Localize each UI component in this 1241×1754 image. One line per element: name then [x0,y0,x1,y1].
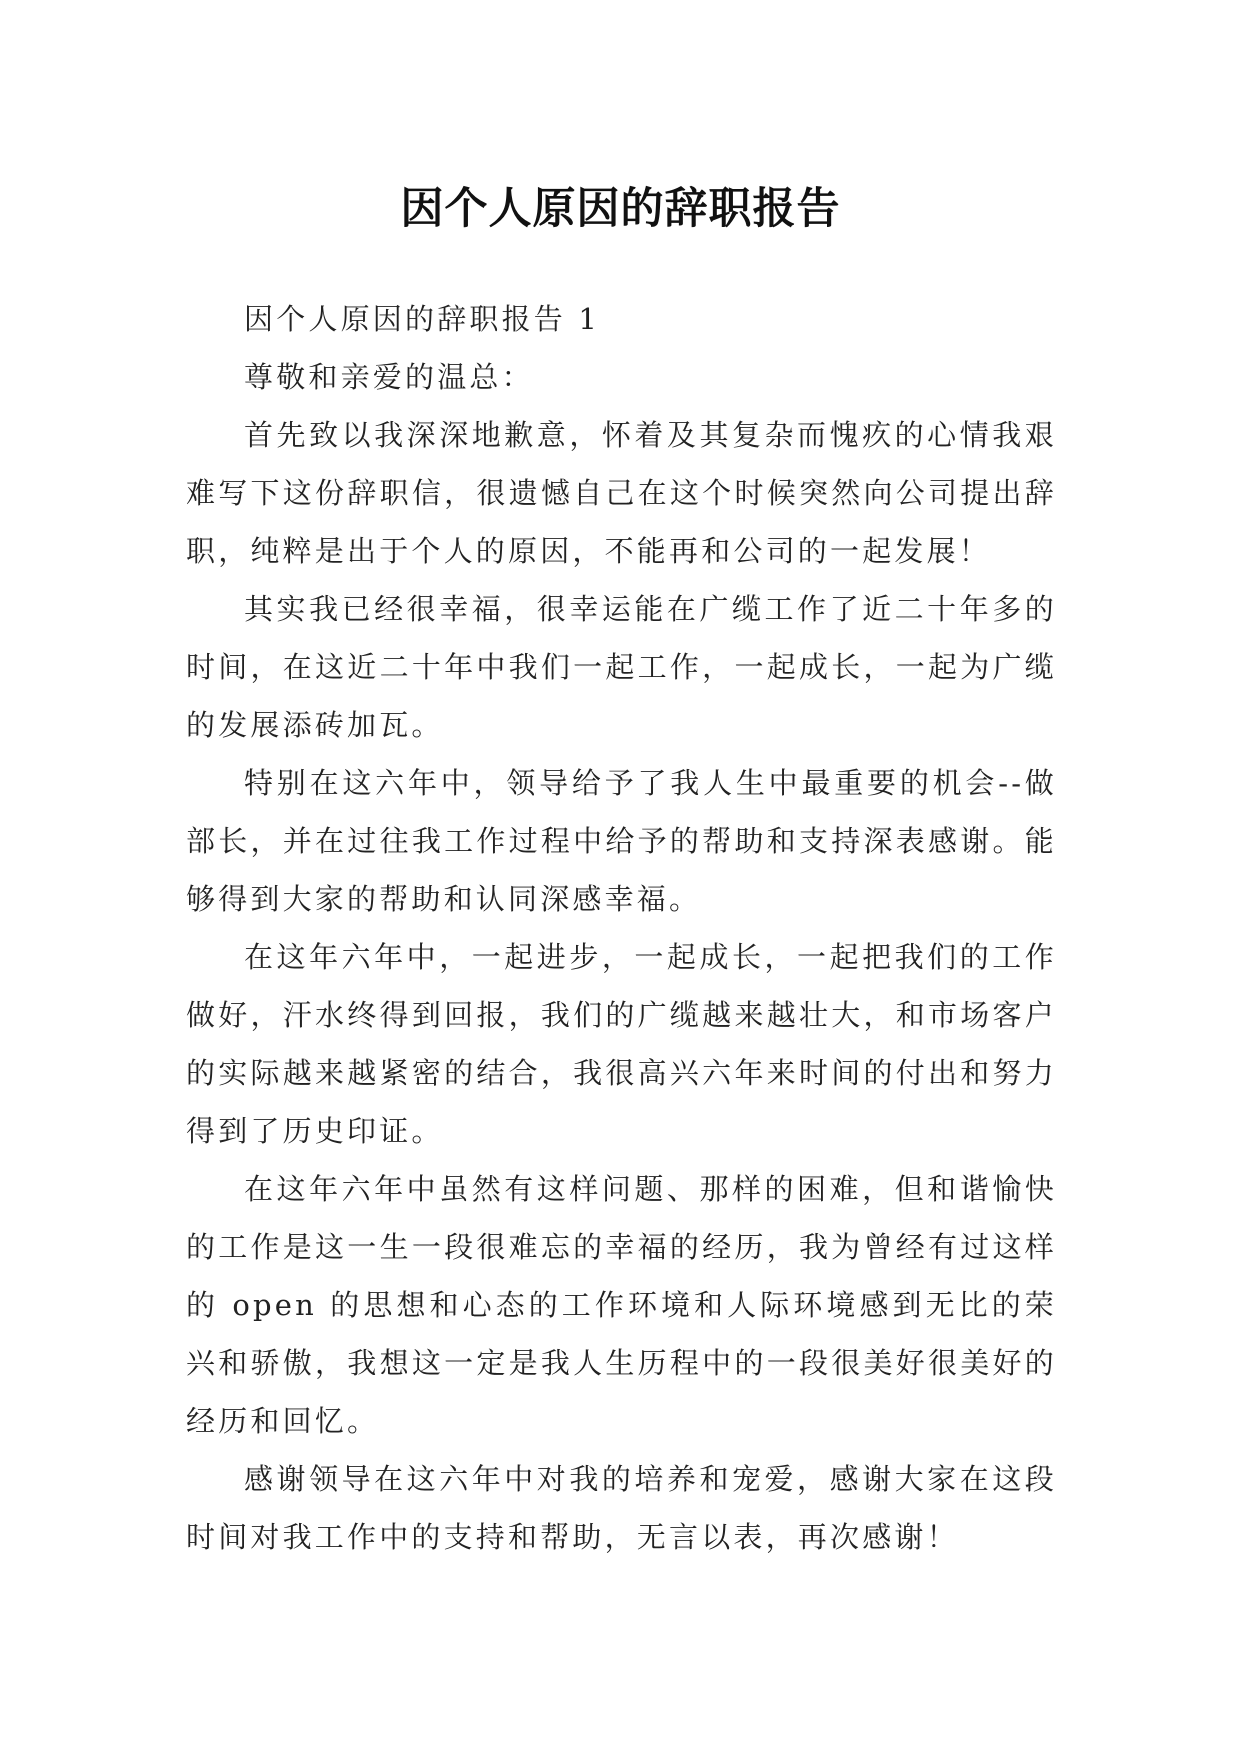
report-heading: 因个人原因的辞职报告 1 [244,302,601,336]
paragraph-3: 特别在这六年中，领导给予了我人生中最重要的机会--做部长，并在过往我工作过程中给予的帮助和支持深表感谢。能够得到大家的帮助和认同深感幸福。 [186,766,1057,916]
document-title: 因个人原因的辞职报告 [400,183,841,234]
document-body [186,290,1057,1566]
paragraph-5: 在这年六年中虽然有这样问题、那样的困难，但和谐愉快的工作是这一生一段很难忘的幸福的经历，我为曾经有过这样的 open 的思想和心态的工作环境和人际环境感到无比的荣兴和骄傲，我想这一定是我人生历程中的一段很美好很美好的经历和回忆。 [186,1172,1057,1438]
paragraph-1: 首先致以我深深地歉意，怀着及其复杂而愧疚的心情我艰难写下这份辞职信，很遗憾自己在这个时候突然向公司提出辞职，纯粹是出于个人的原因，不能再和公司的一起发展！ [186,418,1057,568]
paragraph-4: 在这年六年中，一起进步，一起成长，一起把我们的工作做好，汗水终得到回报，我们的广缆越来越壮大，和市场客户的实际越来越紧密的结合，我很高兴六年来时间的付出和努力得到了历史印证。 [186,940,1057,1148]
paragraph-6: 感谢领导在这六年中对我的培养和宠爱，感谢大家在这段时间对我工作中的支持和帮助，无言以表，再次感谢！ [186,1462,1057,1554]
paragraph-2: 其实我已经很幸福，很幸运能在广缆工作了近二十年多的时间，在这近二十年中我们一起工作，一起成长，一起为广缆的发展添砖加瓦。 [186,592,1057,742]
salutation: 尊敬和亲爱的温总： [244,360,534,394]
